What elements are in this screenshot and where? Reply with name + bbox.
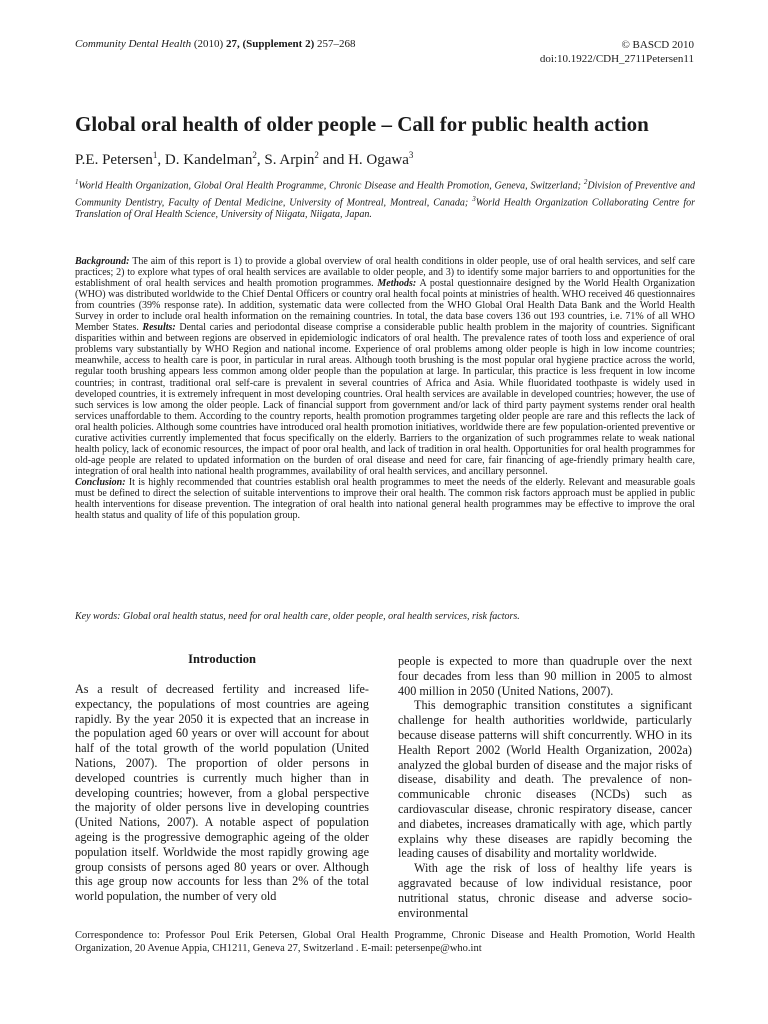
copyright-notice: © BASCD 2010: [621, 39, 694, 51]
affiliation: Division of Preventive and Community Dentistry, Faculty of Dental Medicine, University of Montreal, Montreal, Canada;: [75, 180, 695, 209]
article-title: Global oral health of older people – Call for public health action: [75, 112, 649, 136]
author-affil-mark: 2: [252, 150, 257, 160]
author-separator: ,: [157, 152, 165, 168]
body-column-left: [75, 652, 369, 904]
abstract-background-label: Background:: [75, 256, 130, 267]
author-separator: ,: [256, 152, 265, 168]
affiliation: World Health Organization Collaborating Centre for Translation of Oral Health Science, University of Niigata, Niigata, Japan.: [75, 197, 695, 221]
abstract-conclusion-text: It is highly recommended that countries establish oral health programmes to meet the needs of the elderly. Relevant and measurable goals must be defined to direct the selection of suitable interventions to improve their oral health. The common risk factors approach must be applied in public health interventions for disease prevention. The integration of oral health into national general health programmes may be effective to improve the oral health status and quality of life of this population group.: [75, 476, 695, 522]
paragraph: people is expected to more than quadruple over the next four decades from less than 90 million in 2005 to almost 400 million in 2050 (United Nations, 2007).: [398, 654, 692, 698]
abstract-conclusion: [75, 477, 695, 521]
doi: doi:10.1922/CDH_2711Petersen11: [539, 53, 694, 65]
abstract-conclusion-label: Conclusion:: [75, 476, 126, 488]
abstract-results-text: Dental caries and periodontal disease comprise a considerable public health problem in the majority of countries. Significant disparities within and between regions are observed in epidemiologic indicators of oral health. The prevalence rates of tooth loss and experience of oral problems vary substantially by WHO Region and national income. Experience of oral problems among older people is high in low income countries; meanwhile, access to health care is poor, in particular in rural areas. Although tooth brushing is the most popular oral hygiene practice across the world, regular tooth brushing appears less common among older people than the population at large. In particular, this practice is less frequent in low income countries; in contrast, traditional oral self-care is prevalent in several countries of Africa and Asia. While fluoridated toothpaste is widely used in developed countries, it is extremely infrequent in most developing countries. Oral health services are available in developed countries; however, the use of such services is low among the older people. Lack of financial support from government and/or lack of third party payment systems render oral health services unaffordable to them. According to the country reports, health promotion programmes targeting older people are rare and this reflects the lack of oral health policies. Although some countries have introduced oral health promotion initiatives, worldwide there are few population-oriented preventive or curative activities currently implemented that focus specifically on the elderly. Barriers to the organization of such programmes relate to weak national health policy, lack of economic resources, the impact of poor oral health, and lack of tradition in oral health. Opportunities for oral health programmes for old-age people are related to updated information on the burden of oral disease and need for care, fair financing of age-friendly primary health care, integration of oral health into national health programmes, availability of oral health services, and ancillary personnel.: [75, 322, 696, 477]
author-affil-mark: 2: [314, 150, 319, 160]
affil-mark: 1: [75, 178, 79, 186]
paragraph: This demographic transition constitutes a significant challenge for health authorities worldwide, particularly because disease patterns will shift concurrently. WHO in its Health Report 2002 (World Health Organization, 2002a) analyzed the global burden of disease and the major risks of disease, disability and death. The prevalence of non-communicable chronic diseases (NCDs) such as cardiovascular disease, chronic respiratory disease, cancer and diabetes, increases dramatically with age, which partly explains why these diseases are rapidly becoming the leading causes of disability and mortality worldwide.: [398, 698, 692, 861]
journal-pages: 257–268: [317, 38, 356, 50]
paragraph: As a result of decreased fertility and increased life-expectancy, the populations of most countries are ageing rapidly. By the year 2050 it is expected that an increase in the population aged 60 years or over will account for about half of the total growth of the world population (United Nations, 2007). The proportion of older persons in developed countries is currently much higher than in developing countries; however, from a global perspective the majority of older persons live in developing countries (United Nations, 2007). A notable aspect of population ageing is the progressive demographic ageing of the older population itself. Worldwide the most rapidly growing age group consists of persons aged 80 years or over. Although this age group now accounts for less than 2% of the total world population, the number of very old: [75, 682, 369, 904]
affiliations: [75, 176, 695, 222]
author-name: H. Ogawa: [348, 152, 409, 168]
running-header-citation: [75, 38, 356, 51]
abstract: [75, 256, 695, 521]
author-separator: and: [318, 152, 349, 168]
correspondence-footnote: Correspondence to: Professor Poul Erik Petersen, Global Oral Health Programme, Chronic Disease and Health Promotion, World Health Organization, 20 Avenue Appia, CH1211, Geneva 27, Switzerland . E-mail: petersenpe@who.int: [75, 930, 695, 954]
abstract-methods-label: Methods:: [377, 278, 417, 290]
abstract-body: [75, 256, 695, 477]
journal-year: (2010): [193, 38, 224, 50]
journal-volume: 27, (Supplement 2): [225, 38, 315, 50]
affil-mark: 3: [472, 194, 476, 203]
author-name: P.E. Petersen: [75, 152, 153, 168]
abstract-results-label: Results:: [142, 322, 176, 334]
keywords: Key words: Global oral health status, need for oral health care, older people, oral health services, risk factors.: [75, 611, 520, 622]
author-name: D. Kandelman: [164, 152, 253, 168]
author-affil-mark: 3: [408, 150, 414, 160]
body-column-right: [398, 654, 692, 920]
section-heading-introduction: Introduction: [188, 652, 256, 666]
affiliation: World Health Organization, Global Oral Health Programme, Chronic Disease and Health Promotion, Geneva, Switzerland;: [78, 180, 584, 192]
author-affil-mark: 1: [152, 150, 158, 160]
author-list: [75, 146, 715, 170]
journal-name: Community Dental Health: [75, 38, 192, 50]
affil-mark: 2: [583, 178, 588, 186]
paragraph: With age the risk of loss of healthy life years is aggravated because of low individual resistance, poor nutritional status, chronic disease and adverse socio-environmental: [398, 861, 692, 920]
author-name: S. Arpin: [264, 152, 315, 168]
abstract-background-text: The aim of this report is 1) to provide a global overview of oral health conditions in older people, use of oral health services, and self care practices; 2) to explore what types of oral health services are available to older people, and 3) to identify some major barriers to and opportunities for the establishment of oral health services and health promotion programmes.: [75, 256, 695, 290]
abstract-methods-text: A postal questionnaire designed by the World Health Organization (WHO) was distributed worldwide to the Chief Dental Officers or country oral health focal points at ministries of health. WHO received 46 questionnaires from countries (39% response rate). In addition, systematic data were collected from the WHO Global Oral Health Data Bank and the World Health Survey in order to include oral health information on the remaining countries. In total, the data base covers 136 out 193 countries, i.e. 71% of all WHO Member States.: [75, 278, 696, 334]
running-header-right: [540, 38, 694, 66]
